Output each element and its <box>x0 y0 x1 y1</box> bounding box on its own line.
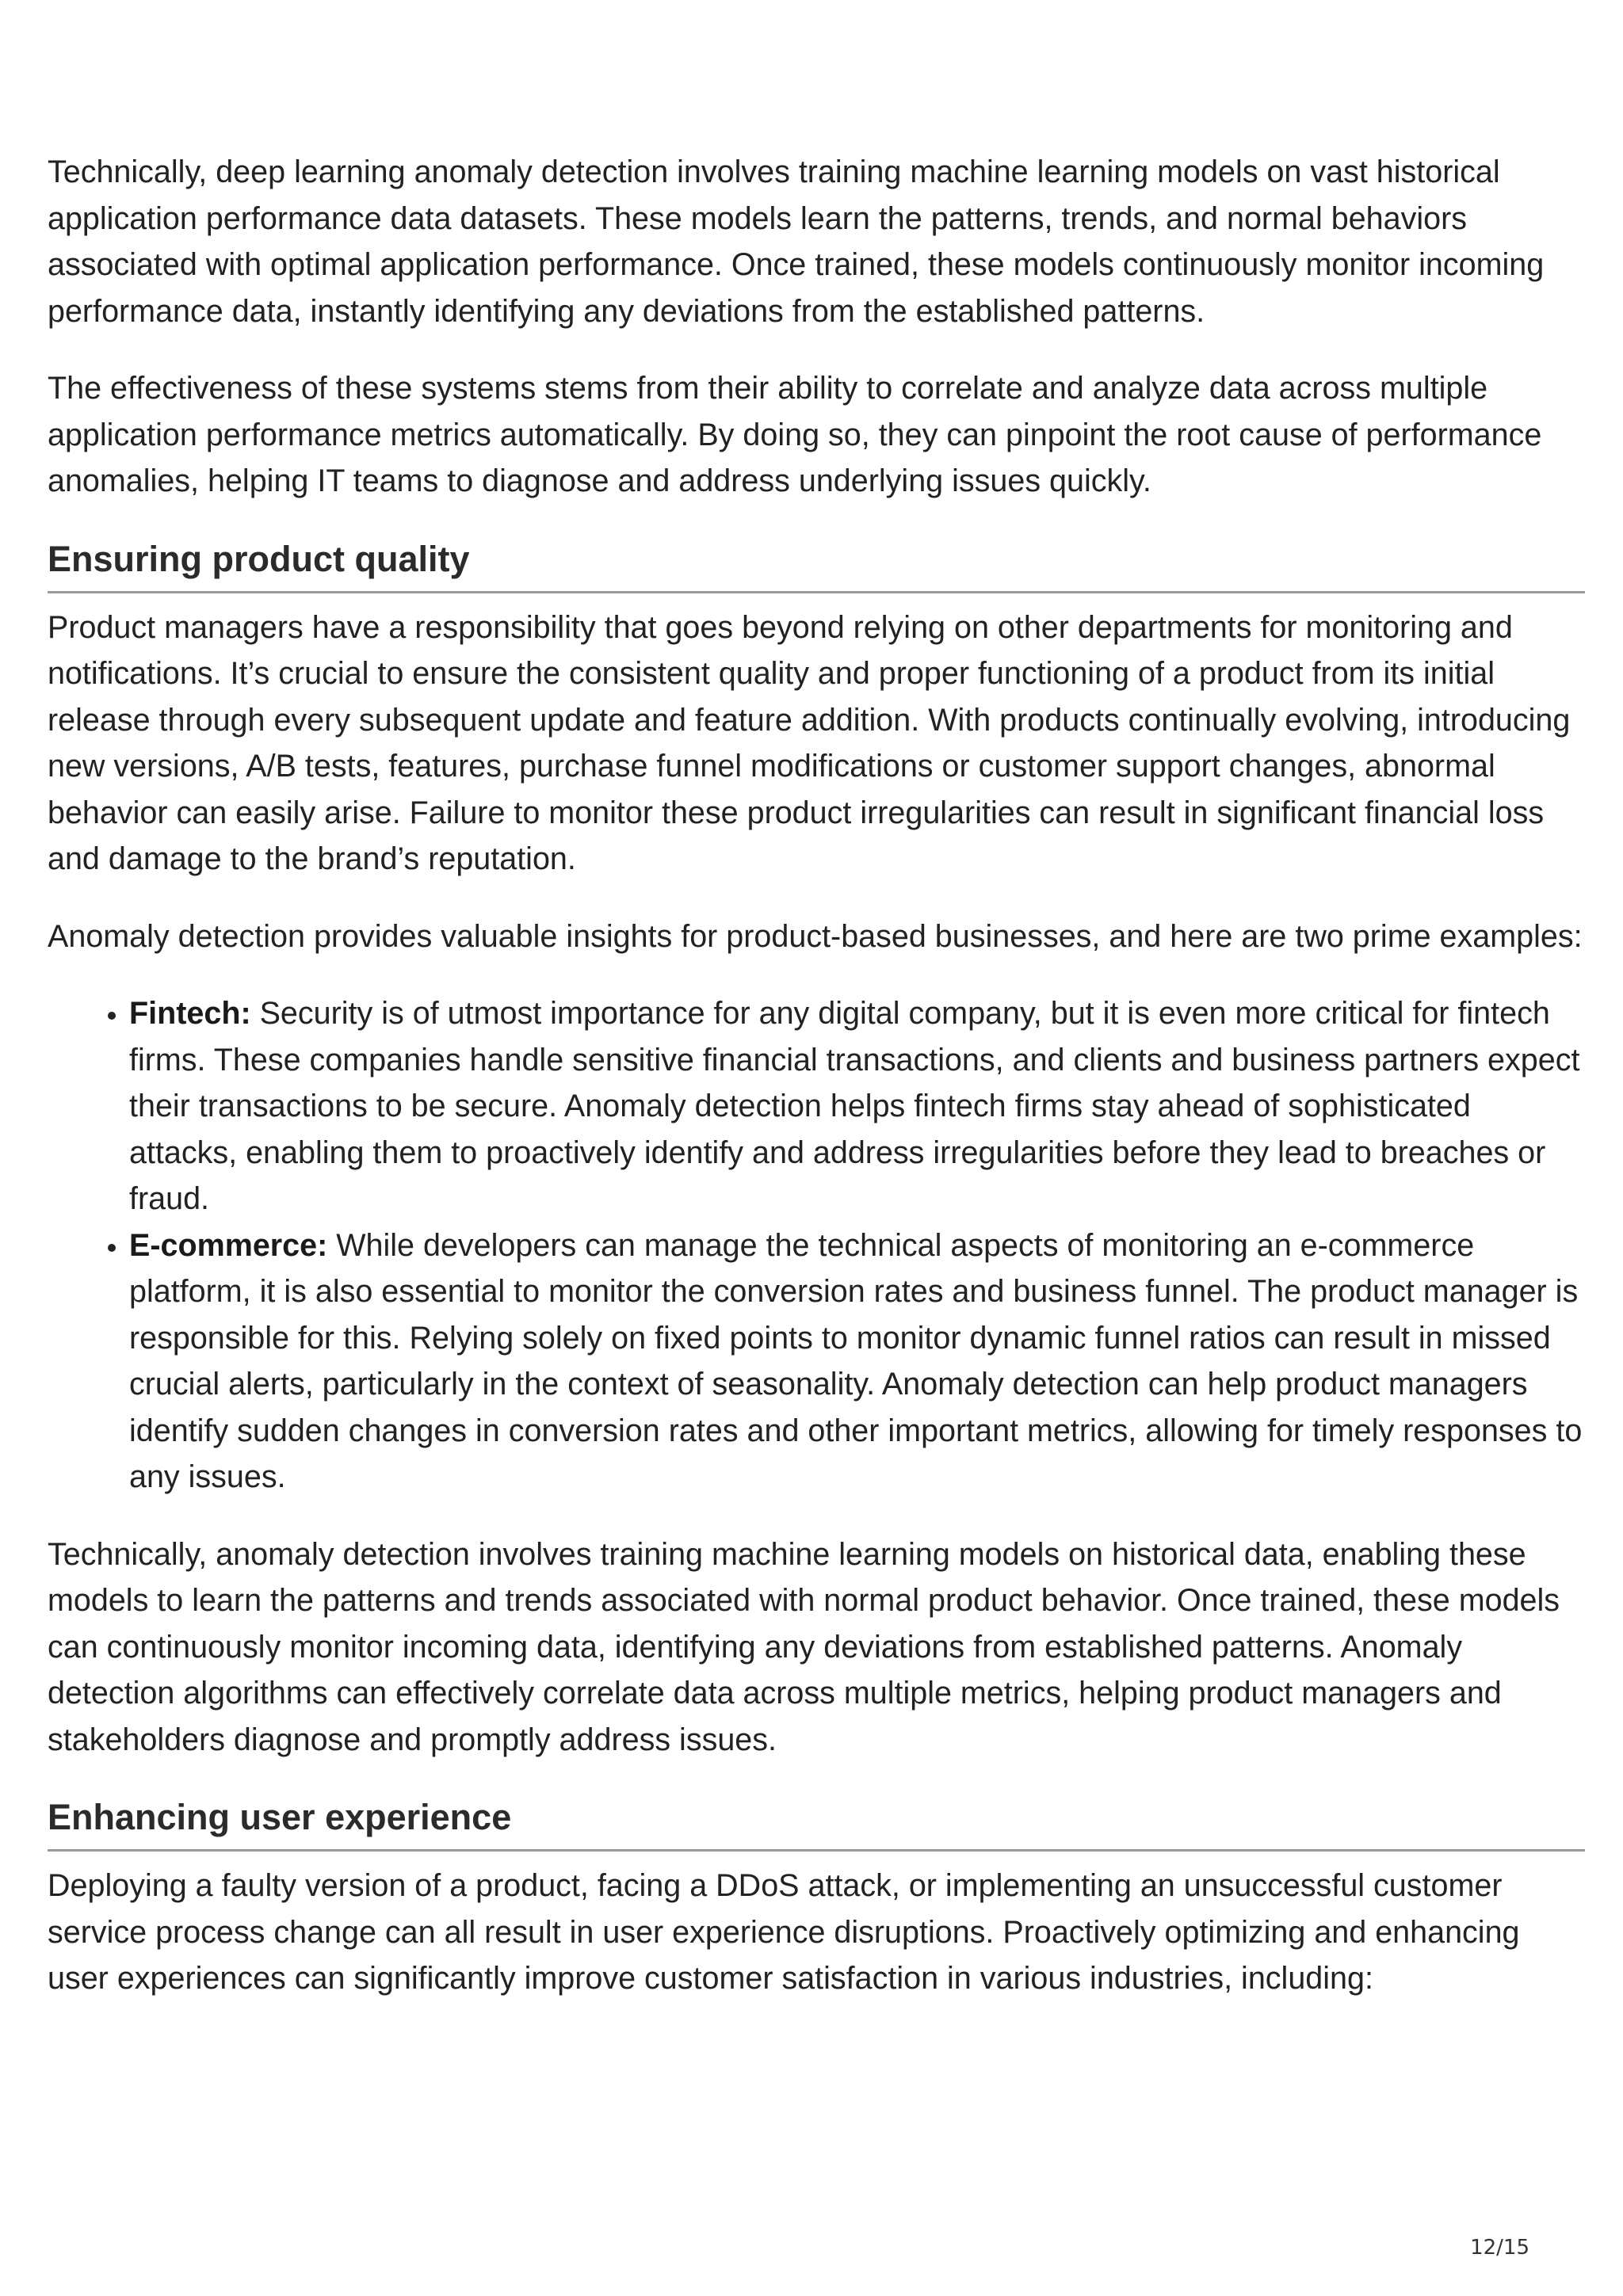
list-item-ecommerce <box>129 1222 1585 1501</box>
heading-ensuring-product-quality: Ensuring product quality <box>48 538 470 579</box>
list-item-text: While developers can manage the technical aspects of monitoring an e-commerce platform, it is also essential to monitor the conversion rates and business funnel. The product manager is responsible for this. Relying solely on fixed points to monitor dynamic funnel ratios can result in missed crucial alerts, particularly in the context of seasonality. Anomaly detection can help product managers identify sudden changes in conversion rates and other important metrics, allowing for timely responses to any issues. <box>129 1227 1583 1494</box>
paragraph-product-managers: Product managers have a responsibility that goes beyond relying on other departments for monitoring and notifications. It’s crucial to ensure the consistent quality and proper functioning of a product from its initial release through every subsequent update and feature addition. With products continually evolving, introducing new versions, A/B tests, features, purchase funnel modifications or customer support changes, abnormal behavior can easily arise. Failure to monitor these product irregularities can result in significant financial loss and damage to the brand’s reputation. <box>48 609 1571 876</box>
section-divider <box>48 1849 1585 1852</box>
examples-list <box>48 990 1585 1501</box>
paragraph-technically-anomaly: Technically, anomaly detection involves training machine learning models on historical data, enabling these models to learn the patterns and trends associated with normal product behavior. Once trained, these models can continuously monitor incoming data, identifying any deviations from established patterns. Anomaly detection algorithms can effectively correlate data across multiple metrics, helping product managers and stakeholders diagnose and promptly address issues. <box>48 1536 1560 1757</box>
heading-enhancing-user-experience: Enhancing user experience <box>48 1797 512 1837</box>
page-number: 12/15 <box>1470 2236 1529 2260</box>
list-item-text: Security is of utmost importance for any digital company, but it is even more critical for fintech firms. These companies handle sensitive financial transactions, and clients and business partners expect their transactions to be secure. Anomaly detection helps fintech firms stay ahead of sophisticated attacks, enabling them to proactively identify and address irregularities before they lead to breaches or fraud. <box>129 996 1580 1216</box>
paragraph-deploying-faulty: Deploying a faulty version of a product, facing a DDoS attack, or implementing an unsuccessful customer service process change can all result in user experience disruptions. Proactively optimizing and enhancing user experiences can significantly improve customer satisfaction in various industries, including: <box>48 1868 1520 1996</box>
paragraph-effectiveness: The effectiveness of these systems stems from their ability to correlate and analyze data across multiple application performance metrics automatically. By doing so, they can pinpoint the root cause of performance anomalies, helping IT teams to diagnose and address underlying issues quickly. <box>48 371 1542 498</box>
section-divider <box>48 591 1585 593</box>
list-item-fintech <box>129 990 1585 1222</box>
list-item-term: Fintech: <box>129 996 251 1031</box>
paragraph-deep-learning: Technically, deep learning anomaly detection involves training machine learning models on vast historical application performance data datasets. These models learn the patterns, trends, and normal behaviors associated with optimal application performance. Once trained, these models continuously monitor incoming performance data, instantly identifying any deviations from the established patterns. <box>48 154 1545 329</box>
list-item-term: E-commerce: <box>129 1227 328 1263</box>
document-page <box>48 149 1585 2033</box>
paragraph-anomaly-insights: Anomaly detection provides valuable insights for product-based businesses, and here are two prime examples: <box>48 918 1583 954</box>
